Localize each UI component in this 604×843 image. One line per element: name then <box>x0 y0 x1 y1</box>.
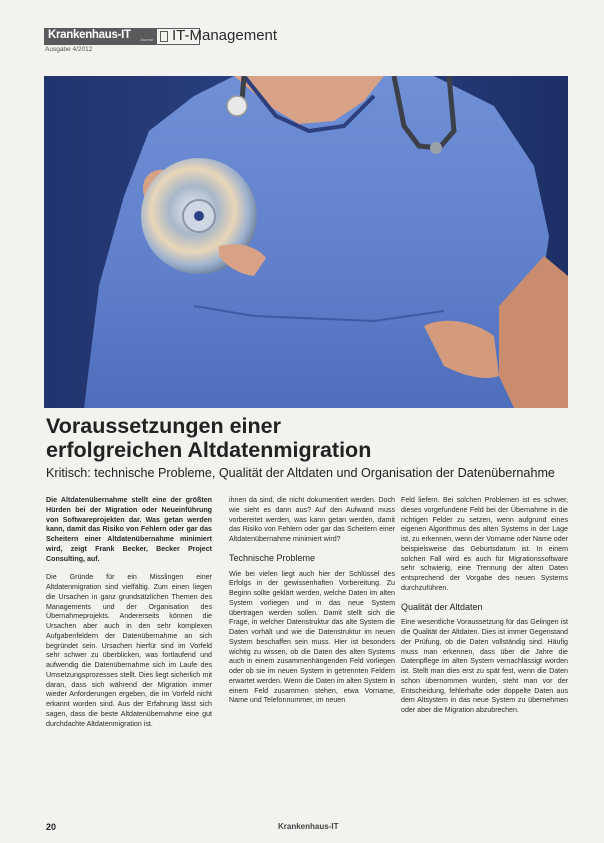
section-heading-technical-problems: Technische Probleme <box>229 552 316 563</box>
article-column-1 <box>46 496 212 738</box>
article-column-2 <box>229 496 395 715</box>
section-marker-icon <box>160 31 168 42</box>
body-paragraph: ihnen da sind, die nicht dokumentiert werden. Doch wie sieht es dann aus? Auf den Aufwand muss vorbereitet werden, was kann getan werden, damit das Risiko von Fehlern oder gar das Scheitern einer Altdatenübernahme minimiert wird? <box>229 496 395 543</box>
doctor-holding-cd-photo <box>44 76 568 408</box>
article-title-line-2: erfolgreichen Altdatenmigration <box>46 438 372 462</box>
footer-logo: Krankenhaus-IT <box>278 822 339 831</box>
article-column-3 <box>401 496 568 725</box>
page-number: 20 <box>46 822 57 832</box>
article-title <box>46 414 566 462</box>
body-paragraph: Eine wesentliche Voraussetzung für das Gelingen ist die Qualität der Altdaten. Dies ist immer Gegenstand der Prüfung, ob die Daten vollständig sind. Häufig muss man erkennen, dass über die Jahre die Datenpflege im alten System vernachlässigt worden ist. Stellt man dies erst zu spät fest, wenn die Daten schon übernommen wurden, steht man vor der Entscheidung, fehlerhafte oder doppelte Daten aus dem Altsystem in das neue System zu übernehmen oder aber die Migration abzubrechen. <box>401 618 568 714</box>
hero-image <box>44 76 568 408</box>
magazine-logo <box>44 28 156 45</box>
article-title-line-1: Voraussetzungen einer <box>46 414 281 438</box>
magazine-logo-sub: Journal <box>139 37 153 42</box>
article-lead: Die Altdatenübernahme stellt eine der größten Hürden bei der Migration oder Neueinführung von Softwareprojekten dar. Was getan werden kann, damit das Risiko von Fehlern oder gar das Scheitern einer Altdatenübernahme minimiert wird, zeigt Frank Becker, Becker Project Consulting, auf. <box>46 496 212 563</box>
section-heading-data-quality: Qualität der Altdaten <box>401 601 483 612</box>
article-subtitle: Kritisch: technische Probleme, Qualität der Altdaten und Organisation der Datenübernahme <box>46 466 555 480</box>
body-paragraph: Feld liefern. Bei solchen Problemen ist es schwer, dieses vorgefundene Feld bei der Übernahme in die richtigen Felder zu setzen, wenn aufgrund eines eigenen Algorithmus des alten Systems in der Lage ist, zu erkennen, wenn der Vorname oder Name oder beispielsweise das Geburtsdatum ist. In einem solchen Fall wird es auch für Migrationssoftware sehr schwierig, eine Trennung der alten Daten entsprechend der Vorgabe des neuen Systems durchzuführen. <box>401 496 568 592</box>
body-paragraph: Die Gründe für ein Misslingen einer Altdatenmigration sind vielfältig. Zum einen liegen die Ursachen in ganz grundsätzlichen Themen des Managements und der Organisation des Übernahmeprojekts. Andererseits können die Ursachen aber auch in den sehr komplexen Aufgabenfeldern der Datenübernahme an sich begründet sein. Ursachen hierfür sind im Vorfeld sehr schwer zu überblicken, was fortlaufend und aufwendig die Datenübernahme sich im Laufe des Umsetzungsprozesses stellt. Dies liegt sicherlich mit daran, dass sich während der Migration immer wieder Anforderungen ergeben, die im Vorfeld nicht erkannt worden sind. Aus der Erfahrung lässt sich sagen, dass die beste Altdatenübernahme eine gut durchdachte Altdatenmigration ist. <box>46 573 212 728</box>
section-title: IT-Management <box>172 27 278 44</box>
magazine-logo-text: Krankenhaus-IT <box>48 29 131 41</box>
issue-label: Ausgabe 4/2012 <box>45 46 93 53</box>
page-header <box>44 28 564 58</box>
body-paragraph: Wie bei vielen liegt auch hier der Schlüssel des Erfolgs in der gewissenhaften Vorbereitung. Zu Beginn sollte geklärt werden, welche Daten im alten System vorliegen und in das neue System übertragen werden sollen. Damit stellt sich die Frage, in welcher Datenstruktur das alte System die Daten vorhält und wie die Datenstruktur im neuen System beschaffen sein muss. Hier ist besonders wichtig zu wissen, ob die Daten des alten Systems auch in einem zusammenhängenden Feld vorliegen oder ob sie im neuen System in getrennten Feldern erwartet werden. Wenn die Daten im alten System in einem Feld zusammen stehen, etwa Vorname, Name und Telefonnummer, im neuen <box>229 569 395 705</box>
